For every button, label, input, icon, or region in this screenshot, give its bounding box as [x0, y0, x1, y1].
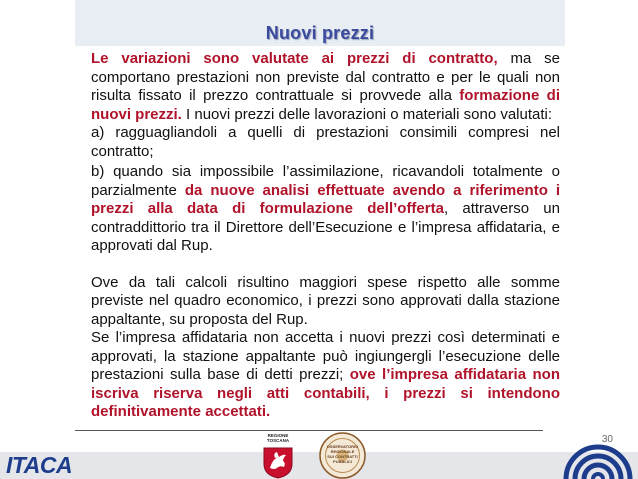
seal-text [325, 444, 360, 464]
paragraph-text: I nuovi prezzi delle lavorazioni o materiali sono valutati: [181, 105, 553, 123]
emphasis-formazione-nuovi-prezzi: formazione di nuovi prezzi. [91, 87, 560, 123]
paragraph-text: ma se comportano prestazioni non previste dal contratto e per le quali non risulta fissato il prezzo contrattuale si provvede alla [91, 50, 561, 104]
seal-text-line2: REGIONALE [330, 449, 355, 454]
paragraph-option-a: a) ragguagliandoli a quelli di prestazioni consimili compresi nel contratto; [91, 124, 560, 160]
itaca-logo: ITACA [6, 452, 73, 478]
paragraph-variazioni [91, 50, 560, 124]
region-label [263, 433, 293, 443]
paragraph-maggiori-spese: Ove da tali calcoli risultino maggiori spese rispetto alle somme previste nel quadro economico, i prezzi sono approvati dalla stazione appaltante, su proposta del Rup. [91, 273, 560, 328]
slide-body [91, 50, 560, 422]
paragraph-option-b [91, 163, 560, 256]
emphasis-prezzi-contratto: Le variazioni sono valutate ai prezzi di contratto, [91, 50, 498, 67]
seal-text-line1: OSSERVATORIO [326, 444, 359, 449]
paragraph-accettazione [91, 329, 560, 422]
page-number: 30 [601, 434, 613, 445]
region-label-line1: REGIONE [267, 433, 289, 438]
seal-text-line3: SUI CONTRATTI [327, 454, 358, 459]
region-label-line2: TOSCANA [266, 438, 290, 443]
pegasus-shield-icon [262, 446, 294, 479]
emphasis-nuove-analisi: da nuove analisi effettuate avendo a riferimento i prezzi alla data di formulazione dell’offerta [91, 181, 561, 217]
paragraph-text: b) quando sia impossibile l’assimilazione, ricavandoli totalmente o parzialmente [91, 163, 560, 199]
emphasis-riserva: ove l’impresa affidataria non iscriva riserva negli atti contabili, i prezzi si intendono definitivamente accettati. [91, 366, 560, 420]
slide-title: Nuovi prezzi [265, 23, 375, 43]
arc-stripes-logo-icon [558, 444, 638, 479]
seal-text-line4: PUBBLICI [333, 459, 352, 464]
paragraph-text: , attraverso un contraddittorio tra il Direttore dell’Esecuzione e l’impresa affidataria, e approvati dal Rup. [91, 200, 560, 254]
divider [75, 430, 543, 431]
paragraph-text: Se l’impresa affidataria non accetta i nuovi prezzi così determinati e approvati, la stazione appaltante può ingiungergli l’esecuzione delle prestazioni sulla base di detti prezzi; [91, 329, 560, 383]
